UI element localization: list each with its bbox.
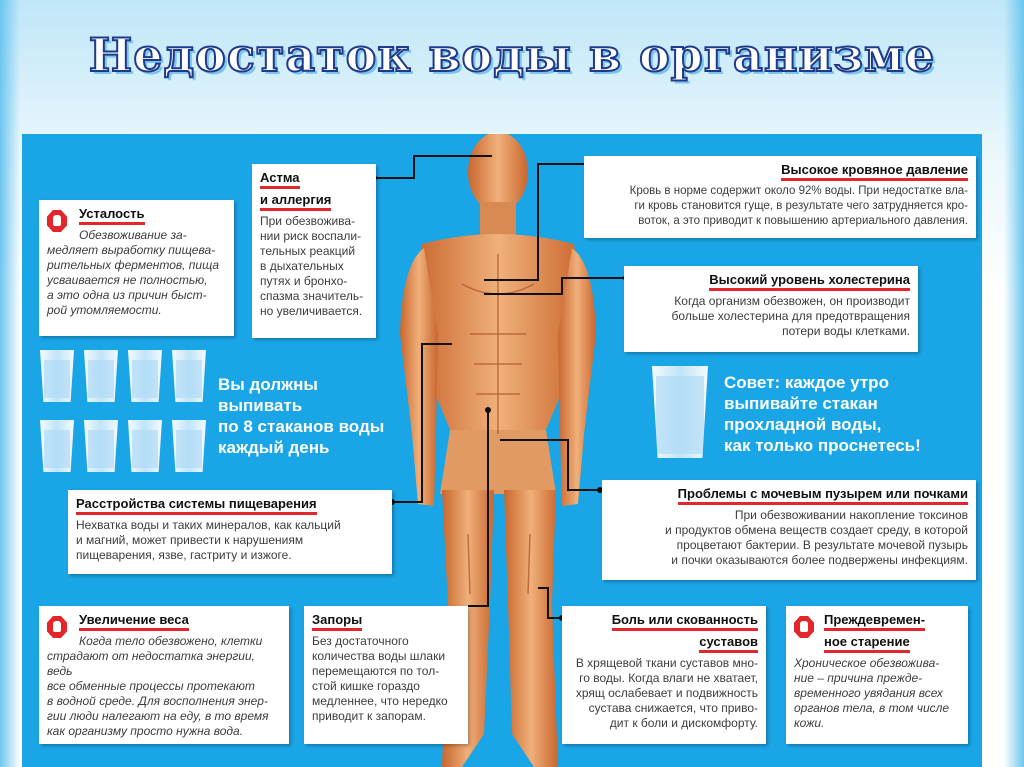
- box-blood-pressure: [584, 156, 976, 238]
- asthma-line: При обезвожива-: [260, 214, 356, 228]
- glasses-callout-line: Вы должны: [218, 375, 318, 394]
- connector-kidneys: [500, 440, 600, 490]
- constipation-line: приводит к запорам.: [312, 709, 426, 723]
- water-glass-icon: [172, 420, 206, 472]
- water-glass-icon: [172, 350, 206, 402]
- box-cholesterol: [624, 266, 918, 352]
- box-fatigue: [39, 200, 234, 336]
- aging-line: органов тела, в том числе: [794, 701, 950, 715]
- weight-line: страдают от недостатка энергии, ведь: [47, 649, 255, 678]
- joints-line: го воды. Когда влаги не хватает,: [579, 671, 758, 685]
- joints-line: дит к боли и дискомфорту.: [609, 716, 758, 730]
- box-digestion: [68, 490, 392, 574]
- fatigue-line: Обезвоживание за-: [79, 228, 187, 242]
- stop-hand-icon: [47, 210, 67, 232]
- advice-callout-line: прохладной воды,: [724, 415, 882, 434]
- advice-callout-line: выпивайте стакан: [724, 394, 878, 413]
- connector-asthma: [374, 156, 492, 178]
- box-weight-gain: [39, 606, 289, 744]
- aging-line: ние – причина прежде-: [794, 671, 923, 685]
- water-glass-icon: [652, 366, 708, 458]
- constipation-line: количества воды шлаки: [312, 649, 446, 663]
- frame-edge-right: [1004, 0, 1024, 767]
- weight-line: все обменные процессы протекают: [47, 679, 255, 693]
- cholesterol-heading: Высокий уровень холестерина: [709, 272, 910, 291]
- advice-callout-line: как только проснетесь!: [724, 436, 921, 455]
- aging-heading: Преждевремен-: [824, 612, 925, 631]
- fatigue-heading: Усталость: [79, 206, 145, 225]
- joints-line: В хрящевой ткани суставов мно-: [575, 656, 758, 670]
- aging-line: кожи.: [794, 716, 825, 730]
- joints-heading: Боль или скованность: [612, 612, 758, 631]
- constipation-line: стой кишке гораздо: [312, 679, 420, 693]
- aging-line: Хроническое обезвожива-: [794, 656, 940, 670]
- glasses-callout: [218, 374, 384, 458]
- water-glass-icon: [128, 420, 162, 472]
- weight-line: в водной среде. Для восполнения энер-: [47, 694, 268, 708]
- pressure-line: Кровь в норме содержит около 92% воды. При недостатке вла-: [629, 185, 968, 197]
- page-title: Недостаток воды в организме: [88, 28, 936, 82]
- box-joints: [562, 606, 766, 744]
- fatigue-line: рительных ферментов, пища: [47, 258, 220, 272]
- pressure-heading: Высокое кровяное давление: [781, 162, 968, 181]
- constipation-line: перемещаются по тол-: [312, 664, 440, 678]
- water-glass-icon: [40, 420, 74, 472]
- water-glass-icon: [84, 420, 118, 472]
- constipation-heading: Запоры: [312, 612, 362, 631]
- glasses-callout-line: по 8 стаканов воды: [218, 417, 385, 436]
- fatigue-line: медляет выработку пищева-: [47, 243, 216, 257]
- asthma-line: но увеличивается.: [260, 304, 363, 318]
- glasses-callout-line: каждый день: [218, 438, 330, 457]
- digestion-line: пищеварения, язве, гастриту и изжоге.: [76, 548, 292, 562]
- constipation-line: медленнее, что нередко: [312, 694, 448, 708]
- advice-callout: [724, 372, 921, 456]
- fatigue-line: рой утомляемости.: [47, 303, 162, 317]
- digestion-heading: Расстройства системы пищеварения: [76, 496, 317, 515]
- pressure-line: воток, а это приводит к повышению артериального давления.: [638, 215, 968, 227]
- asthma-line: спазма значитель-: [260, 289, 364, 303]
- cholesterol-line: потери воды клетками.: [782, 324, 910, 338]
- weight-heading: Увеличение веса: [79, 612, 189, 631]
- kidneys-heading: Проблемы с мочевым пузырем или почками: [678, 486, 968, 505]
- glasses-callout-line: выпивать: [218, 396, 303, 415]
- kidneys-line: и продуктов обмена веществ создает среду, в которой: [665, 523, 968, 537]
- digestion-line: Нехватка воды и таких минералов, как кальций: [76, 518, 341, 532]
- weight-line: Когда тело обезвожено, клетки: [79, 634, 263, 648]
- joints-heading-2: суставов: [699, 634, 758, 653]
- connector-pressure: [484, 164, 588, 280]
- aging-line: временного увядания всех: [794, 686, 943, 700]
- cholesterol-line: Когда организм обезвожен, он производит: [674, 294, 910, 308]
- advice-callout-line: Совет: каждое утро: [724, 373, 889, 392]
- asthma-line: тельных реакций: [260, 244, 356, 258]
- infographic-poster: [22, 134, 982, 767]
- frame-edge-left: [0, 0, 20, 767]
- box-kidneys: [602, 480, 976, 580]
- constipation-line: Без достаточного: [312, 634, 409, 648]
- water-glass-icon: [40, 350, 74, 402]
- connector-constipation: [468, 410, 488, 606]
- joints-line: сустава снижается, что приво-: [588, 701, 758, 715]
- kidneys-line: При обезвоживании накопление токсинов: [734, 508, 968, 522]
- connector-joints: [538, 588, 562, 618]
- box-aging: [786, 606, 968, 744]
- aging-heading-2: ное старение: [824, 634, 910, 653]
- joints-line: хрящ ослабевает и подвижность: [575, 686, 758, 700]
- asthma-line: в дыхательных: [260, 259, 344, 273]
- weight-line: гии люди налегают на еду, в то время: [47, 709, 269, 723]
- cholesterol-line: больше холестерина для предотвращения: [671, 309, 910, 323]
- fatigue-line: а это одна из причин быст-: [47, 288, 207, 302]
- asthma-heading-2: и аллергия: [260, 192, 331, 211]
- kidneys-line: и почки оказываются более подвержены инфекциям.: [671, 553, 968, 567]
- asthma-line: нии риск воспали-: [260, 229, 362, 243]
- digestion-line: и магний, может привести к нарушениям: [76, 533, 304, 547]
- asthma-line: путях и бронхо-: [260, 274, 348, 288]
- box-constipation: [304, 606, 468, 744]
- water-glass-icon: [84, 350, 118, 402]
- weight-line: как организму просто нужна вода.: [47, 724, 244, 738]
- connector-digestion: [392, 344, 452, 502]
- asthma-heading: Астма: [260, 170, 300, 189]
- water-glass-icon: [128, 350, 162, 402]
- fatigue-line: усваивается не полностью,: [47, 273, 208, 287]
- box-asthma: [252, 164, 376, 338]
- pressure-line: ги кровь становится гуще, в результате чего затрудняется кро-: [634, 200, 968, 212]
- kidneys-line: процветают бактерии. В результате мочевой пузырь: [676, 538, 968, 552]
